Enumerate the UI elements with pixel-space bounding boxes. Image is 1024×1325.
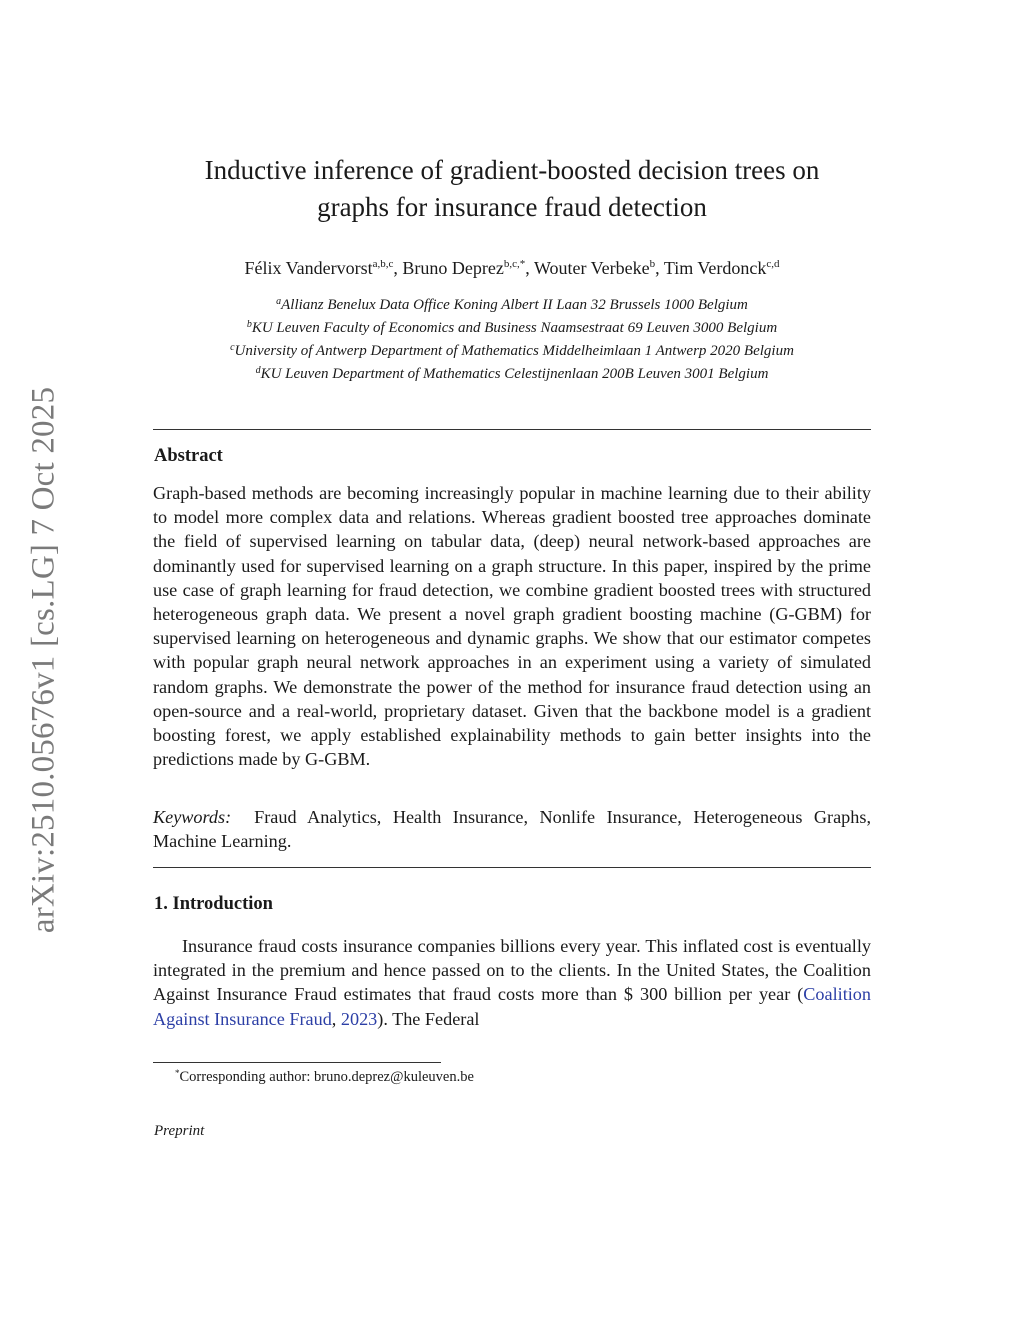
abstract-text: Graph-based methods are becoming increasingly popular in machine learning due to their ability to model more complex data and relations. Whereas gradient boosted tree approaches dominate the field of supervised learning on tabular data, (deep) neural network-based approaches are dominantly used for supervised learning on a graph structure. In this paper, inspired by the prime use case of graph learning for fraud detection, we combine gradient boosted trees with structured heterogeneous graph data. We present a novel graph gradient boosting machine (G-GBM) for supervised learning on heterogeneous and dynamic graphs. We show that our estimator competes with popular graph neural network approaches in an experiment using a variety of simulated random graphs. We demonstrate the power of the method for insurance fraud detection using an open-source and a real-world, proprietary dataset. Given that the backbone model is a gradient boosting forest, we apply established explainability methods to gain better insights into the predictions made by G-GBM.	[153, 483, 871, 770]
arxiv-stamp-text: arXiv:2510.05676v1 [cs.LG] 7 Oct 2025	[25, 386, 62, 934]
keywords-list: Fraud Analytics, Health Insurance, Nonlife Insurance, Heterogeneous Graphs, Machine Learning.	[153, 807, 871, 852]
author-affiliation-marks: a,b,c	[372, 258, 394, 270]
keywords-label: Keywords:	[153, 807, 232, 827]
affiliation: $^a$Allianz Benelux Data Office Koning Albert II Laan 32 Brussels 1000 Belgium	[276, 296, 748, 313]
citation-link[interactable]: Coalition Against Insurance Fraud, 2023	[153, 984, 871, 1029]
abstract-top-rule	[153, 429, 871, 430]
footnote-mark: *	[175, 1068, 180, 1078]
paper-title	[150, 152, 874, 226]
author-list	[150, 251, 874, 281]
footnote-rule	[153, 1062, 441, 1063]
abstract-heading: Abstract	[154, 446, 223, 466]
title-line-2: graphs for insurance fraud detection	[317, 192, 707, 222]
title-line-1: Inductive inference of gradient-boosted decision trees on	[204, 155, 820, 185]
introduction-paragraph: Insurance fraud costs insurance companies billions every year. This inflated cost is eventually integrated in the premium and hence passed on to the clients. In the United States, the Coalition Against Insurance Fraud estimates that fraud costs more than $ 300 billion per year (Coalition Against Insurance Fraud, 2023). The Federal	[153, 936, 871, 1029]
corresponding-author-footnote: *Corresponding author: bruno.deprez@kuleuven.be	[175, 1068, 474, 1085]
abstract-bottom-rule	[153, 867, 871, 868]
preprint-label: Preprint	[154, 1123, 205, 1139]
affiliation-list	[150, 292, 874, 384]
affiliation: $^d$KU Leuven Department of Mathematics Celestijnenlaan 200B Leuven 3001 Belgium	[255, 365, 769, 382]
introduction-heading: 1. Introduction	[154, 894, 273, 914]
author: Tim Verdonck$^{c,d}$	[663, 258, 780, 278]
author-affiliation-marks: c,d	[766, 258, 780, 270]
arxiv-identifier-stamp	[14, 380, 74, 940]
author-affiliation-marks: b,c,*	[503, 258, 526, 270]
author: Wouter Verbeke$^b$,	[533, 258, 664, 278]
author: Bruno Deprez$^{b,c,*}$,	[402, 258, 534, 278]
author-affiliation-marks: b	[649, 258, 656, 270]
author: Félix Vandervorst$^{a,b,c}$,	[244, 258, 403, 278]
keywords	[153, 805, 871, 853]
affiliation: $^b$KU Leuven Faculty of Economics and Business Naamsestraat 69 Leuven 3000 Belgium	[246, 319, 778, 336]
affiliation: $^c$University of Antwerp Department of Mathematics Middelheimlaan 1 Antwerp 2020 Belgium	[230, 342, 794, 359]
